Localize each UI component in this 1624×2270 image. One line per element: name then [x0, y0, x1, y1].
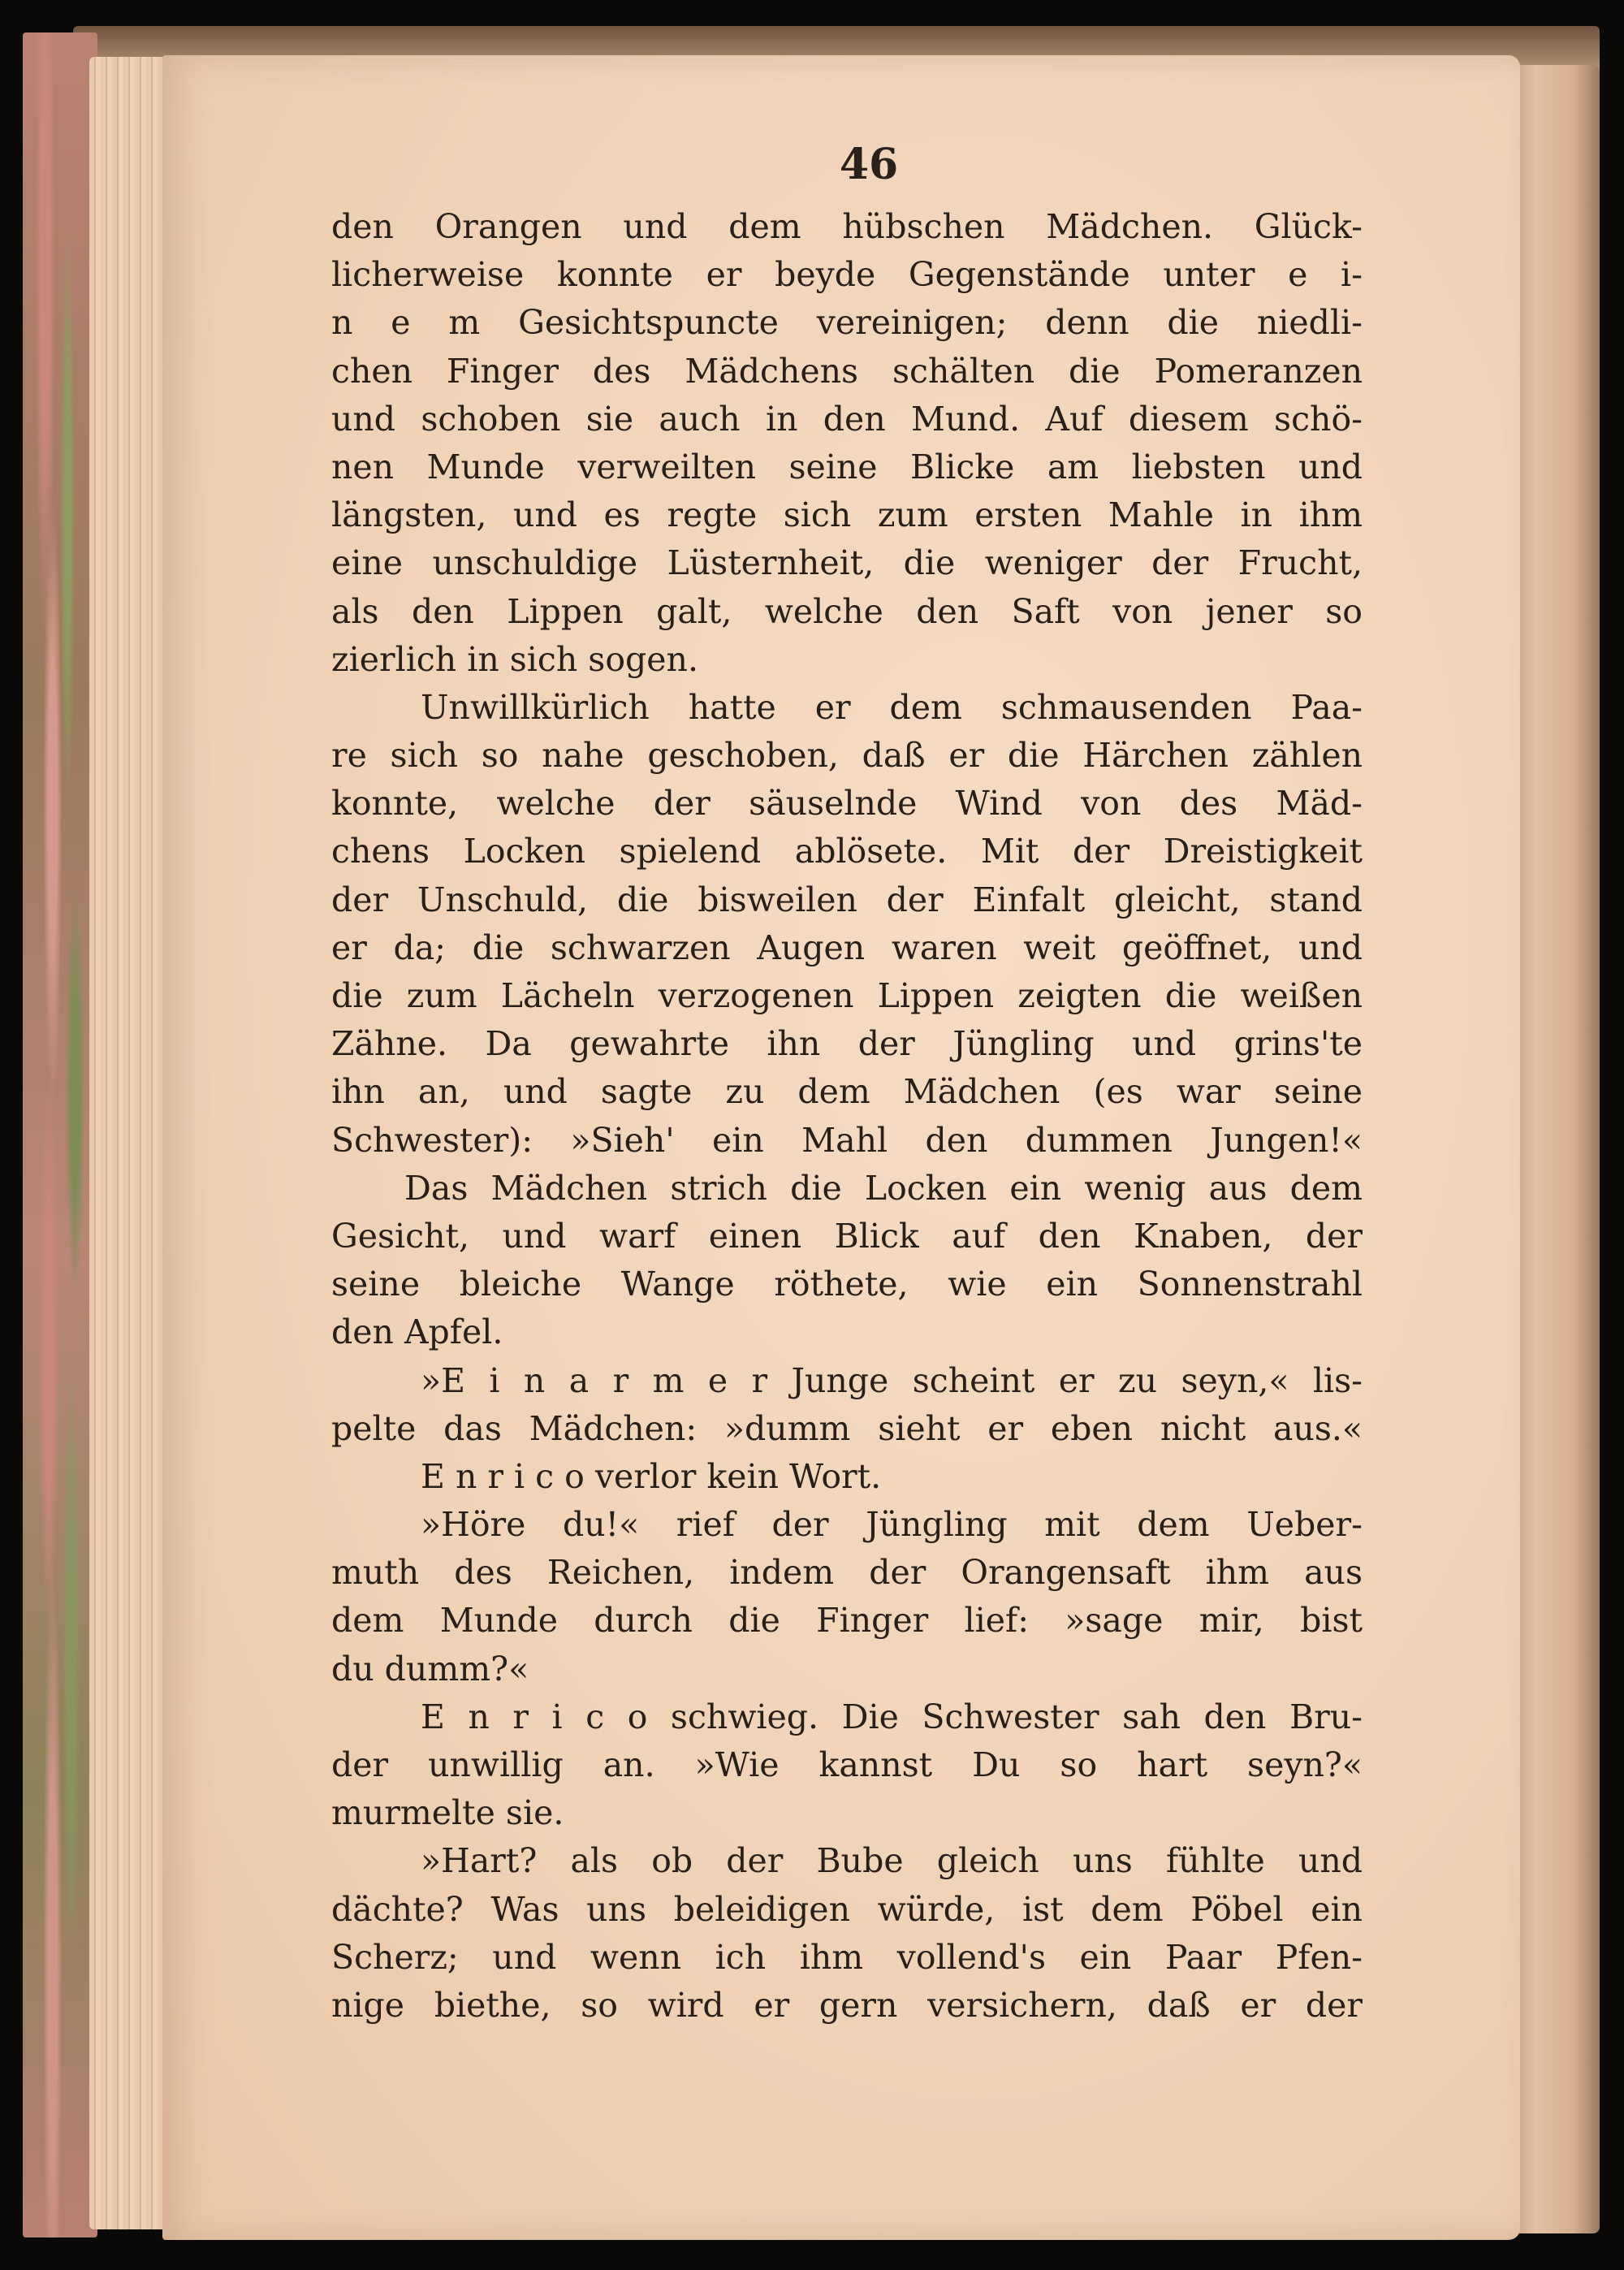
text-line: zierlich in sich sogen.: [331, 639, 698, 679]
text-line: du dumm?«: [331, 1649, 529, 1688]
text-line: »Höre du!« rief der Jüngling mit dem Ueber-: [421, 1505, 1363, 1545]
text-line: chen Finger des Mädchens schälten die Pomeranzen: [331, 351, 1363, 391]
text-line: Unwillkürlich hatte er dem schmausenden Paa-: [421, 687, 1363, 727]
text-line: konnte, welche der säuselnde Wind von des Mäd-: [331, 784, 1363, 824]
text-line: als den Lippen galt, welche den Saft von jener so: [331, 591, 1363, 631]
marbled-cover: [23, 32, 97, 2238]
text-line: Zähne. Da gewahrte ihn der Jüngling und grins'te: [331, 1024, 1363, 1064]
text-line: chens Locken spielend ablösete. Mit der Dreistigkeit: [331, 832, 1363, 871]
text-line: der unwillig an. »Wie kannst Du so hart seyn?«: [331, 1745, 1363, 1784]
page-number: 46: [839, 140, 899, 189]
page-text: [331, 203, 1363, 2030]
text-line: seine bleiche Wange röthete, wie ein Sonnenstrahl: [331, 1265, 1363, 1304]
text-line: nen Munde verweilten seine Blicke am liebsten und: [331, 447, 1363, 486]
text-line: die zum Lächeln verzogenen Lippen zeigten die weißen: [331, 976, 1363, 1015]
text-line: E n r i c o schwieg. Die Schwester sah den Bru-: [421, 1697, 1363, 1736]
text-line: muth des Reichen, indem der Orangensaft ihm aus: [331, 1553, 1363, 1593]
text-line: längsten, und es regte sich zum ersten Mahle in ihm: [331, 495, 1363, 535]
text-line: nige biethe, so wird er gern versichern, daß er der: [331, 1985, 1363, 2025]
text-line: murmelte sie.: [331, 1793, 564, 1833]
text-line: dächte? Was uns beleidigen würde, ist dem Pöbel ein: [331, 1889, 1363, 1929]
text-line: licherweise konnte er beyde Gegenstände unter e i-: [331, 255, 1363, 295]
text-line: »Hart? als ob der Bube gleich uns fühlte und: [421, 1841, 1363, 1881]
text-line: Scherz; und wenn ich ihm vollend's ein Paar Pfen-: [331, 1937, 1363, 1977]
text-line: der Unschuld, die bisweilen der Einfalt gleicht, stand: [331, 880, 1363, 919]
text-line: dem Munde durch die Finger lief: »sage mir, bist: [331, 1601, 1363, 1641]
text-line: eine unschuldige Lüsternheit, die weniger der Frucht,: [331, 543, 1363, 583]
text-line: re sich so nahe geschoben, daß er die Härchen zählen: [331, 736, 1363, 776]
text-line: den Orangen und dem hübschen Mädchen. Glück-: [331, 207, 1363, 246]
text-line: pelte das Mädchen: »dumm sieht er eben nicht aus.«: [331, 1408, 1363, 1448]
text-line: Gesicht, und warf einen Blick auf den Knaben, der: [331, 1216, 1363, 1256]
book-cover-right: [1509, 65, 1600, 2233]
text-line: und schoben sie auch in den Mund. Auf diesem schö-: [331, 399, 1363, 439]
text-line: den Apfel.: [331, 1312, 503, 1352]
text-line: Das Mädchen strich die Locken ein wenig aus dem: [404, 1168, 1363, 1208]
text-line: E n r i c o verlor kein Wort.: [421, 1456, 882, 1496]
text-line: er da; die schwarzen Augen waren weit geöffnet, und: [331, 927, 1363, 967]
text-line: Schwester): »Sieh' ein Mahl den dummen Jungen!«: [331, 1120, 1363, 1160]
text-line: n e m Gesichtspuncte vereinigen; denn die niedli-: [331, 303, 1363, 343]
text-line: ihn an, und sagte zu dem Mädchen (es war seine: [331, 1072, 1363, 1112]
text-line: »E i n a r m e r Junge scheint er zu seyn,« lis-: [421, 1360, 1363, 1400]
